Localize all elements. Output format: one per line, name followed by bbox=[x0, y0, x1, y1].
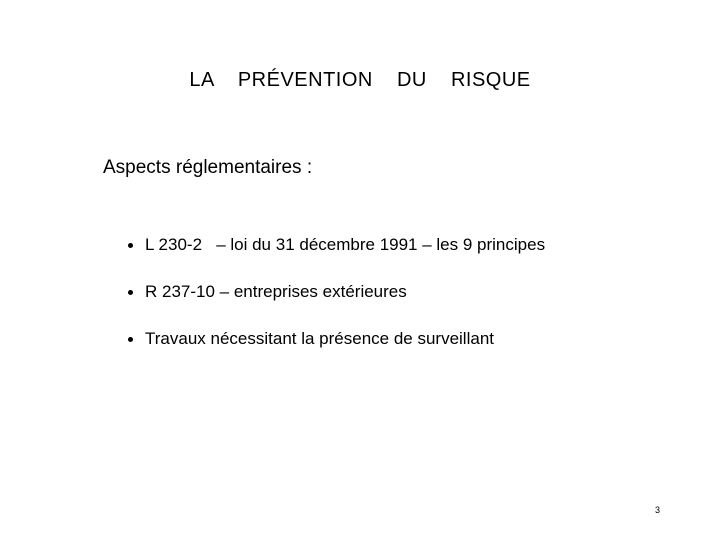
page-number: 3 bbox=[654, 505, 660, 515]
bullet-icon bbox=[128, 290, 133, 295]
bullet-icon bbox=[128, 243, 133, 248]
list-item bbox=[128, 232, 545, 258]
list-item bbox=[128, 279, 545, 305]
bullet-text: Travaux nécessitant la présence de surveillant bbox=[145, 329, 494, 348]
bullet-text: R 237-10 – entreprises extérieures bbox=[145, 282, 407, 301]
list-item bbox=[128, 326, 545, 352]
bullet-list bbox=[128, 232, 545, 373]
bullet-text: L 230-2 – loi du 31 décembre 1991 – les 9 principes bbox=[145, 235, 546, 254]
bullet-icon bbox=[128, 337, 133, 342]
section-heading: Aspects réglementaires : bbox=[103, 157, 313, 178]
slide-title: LA PRÉVENTION DU RISQUE bbox=[189, 69, 531, 91]
